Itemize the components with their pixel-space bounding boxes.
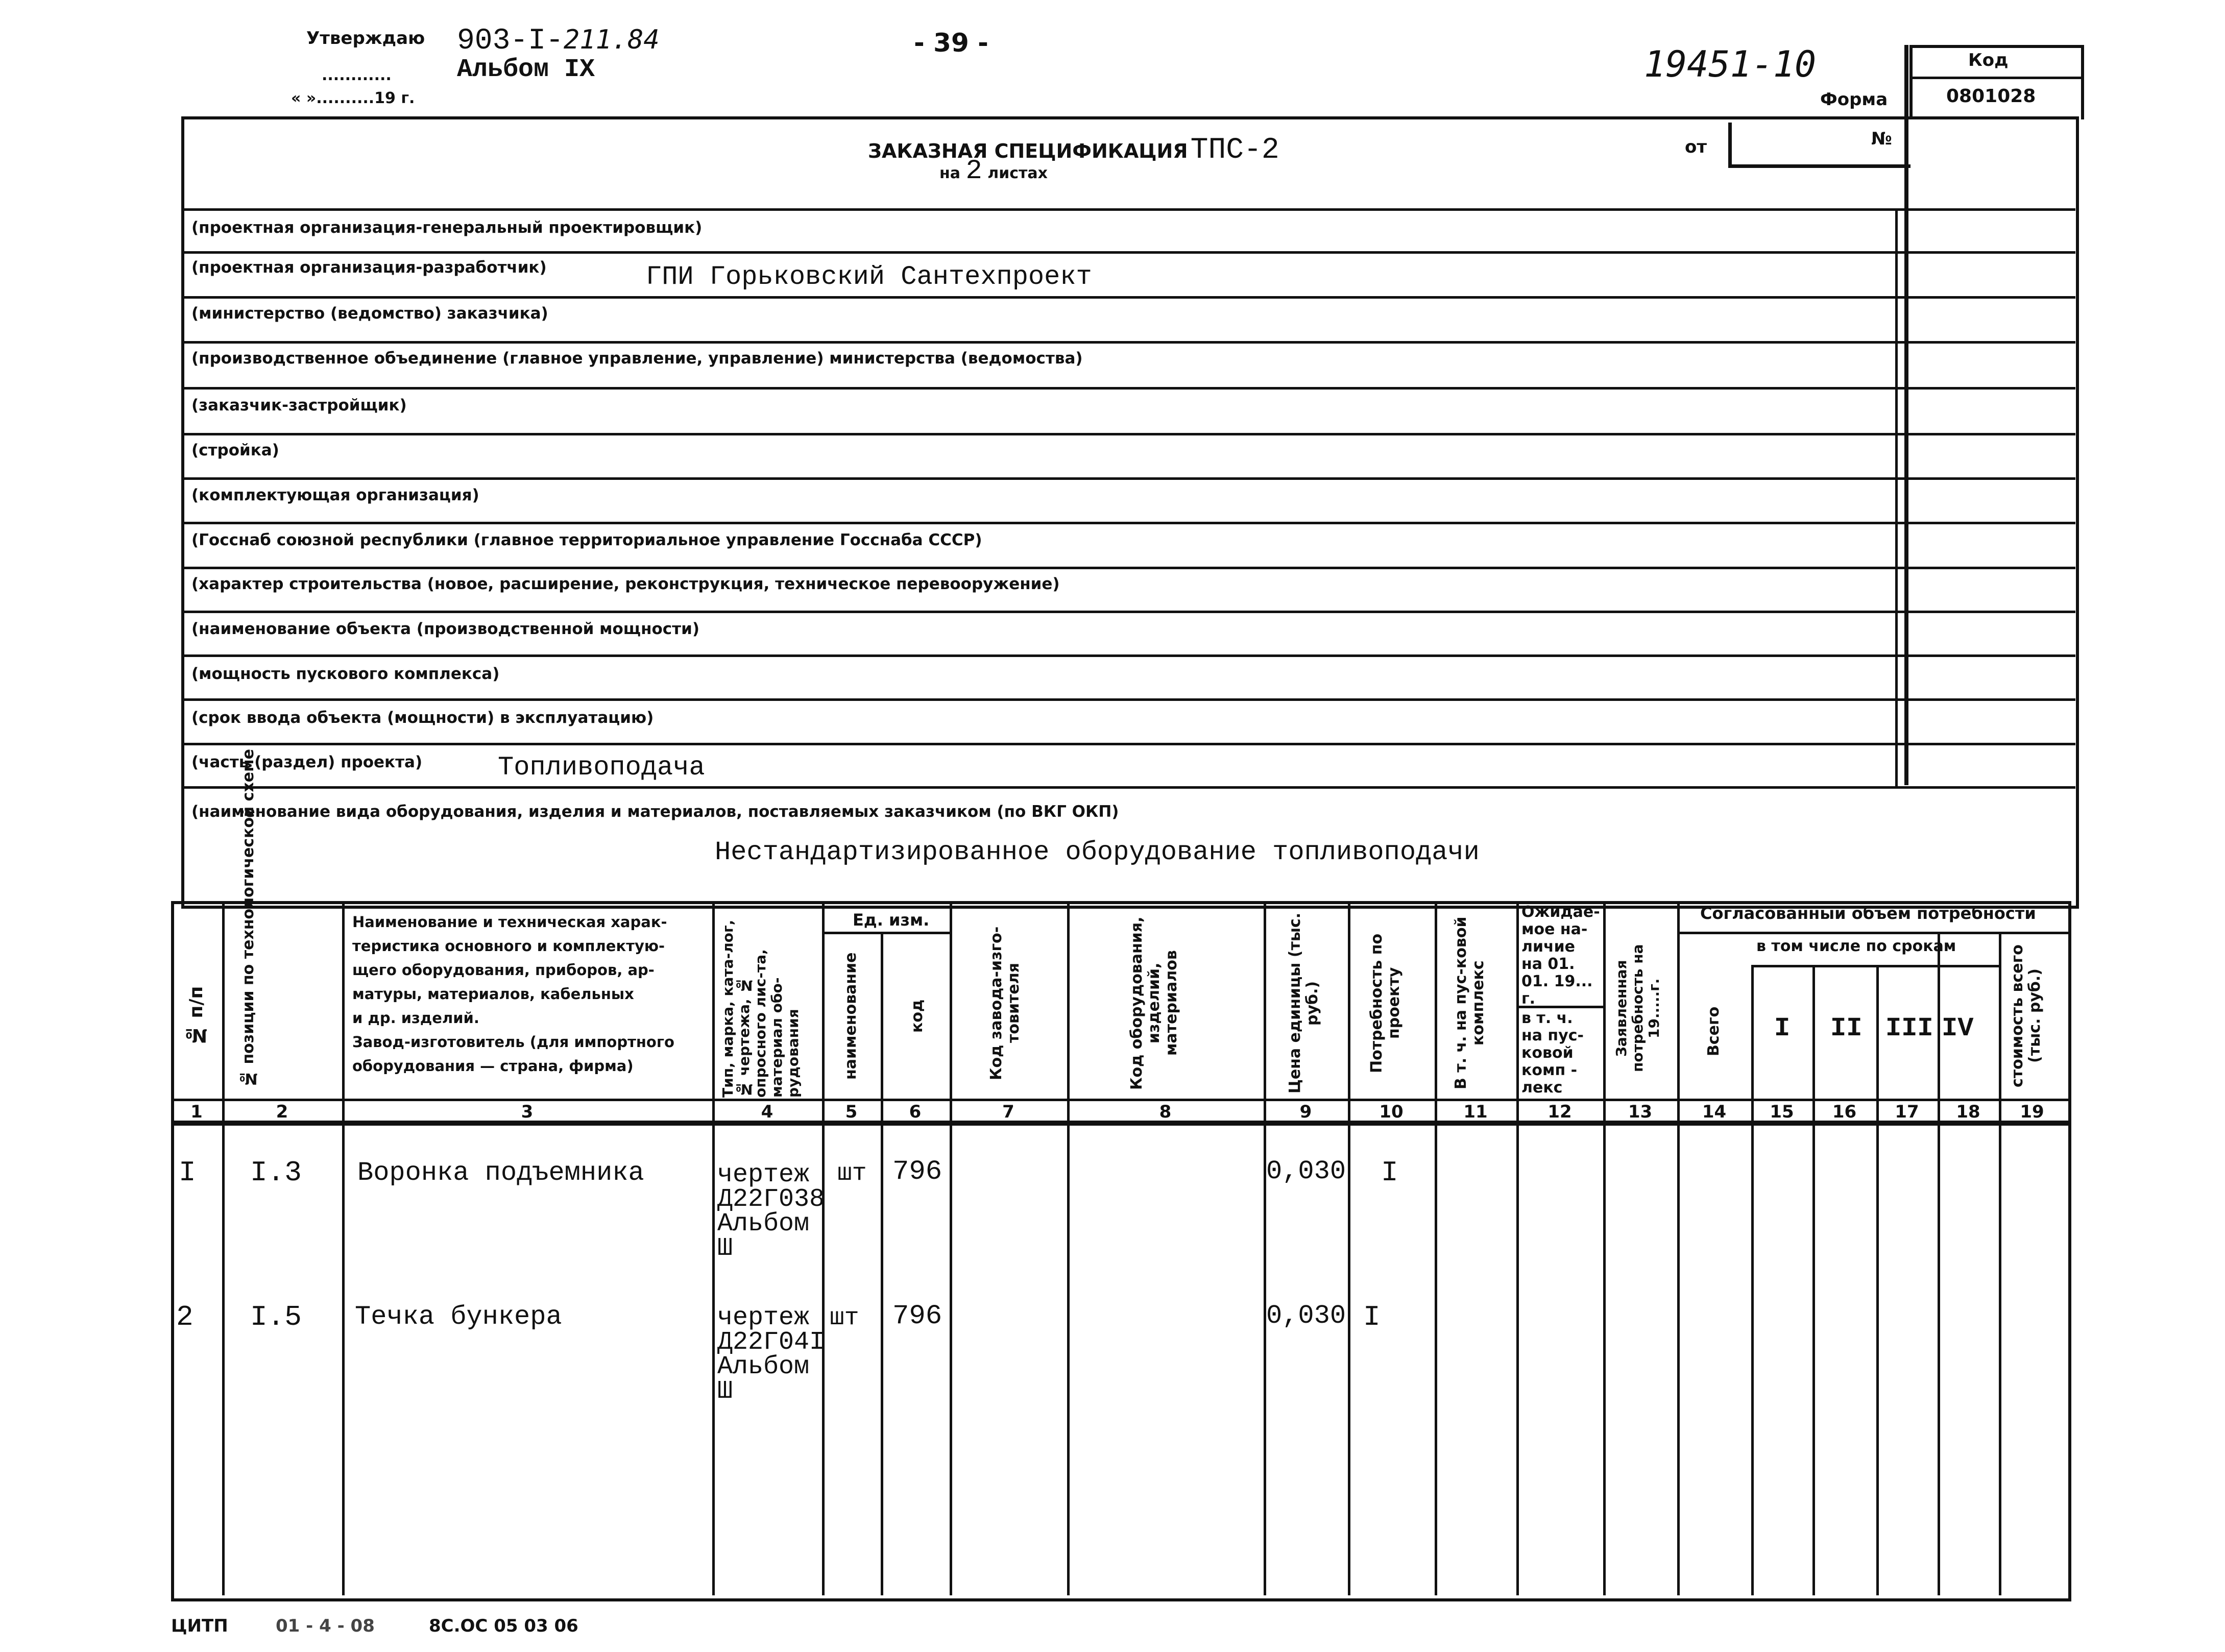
code-label: Код	[1968, 50, 2009, 70]
page-number: - 39 -	[914, 28, 988, 58]
col-header-3-line: Наименование и техническая харак-	[352, 913, 667, 931]
col-header-1: № п/п	[186, 986, 207, 1046]
footer-order: 01 - 4 - 08	[276, 1616, 375, 1636]
org-row-value-part: Топливоподача	[498, 752, 705, 783]
row-need: I	[1363, 1301, 1381, 1333]
equipment-type-value: Нестандартизированное оборудование топливоподачи	[715, 837, 1480, 867]
org-row-label-part: (часть (раздел) проекта)	[191, 753, 423, 771]
row-drawing	[717, 1160, 825, 1263]
row-drawing-line: Альбом	[717, 1352, 810, 1381]
row-unit-code: 796	[892, 1156, 942, 1187]
row-drawing-line: чертеж	[717, 1160, 810, 1189]
row-drawing-line: Ш	[717, 1377, 733, 1406]
row-price: 0,030	[1266, 1301, 1346, 1331]
incl-terms-header: в том числе по срокам	[1756, 937, 1956, 955]
org-row-label-association: (производственное объединение (главное управление, управление) министерства (ведомоства)	[191, 349, 1083, 368]
inventory-number: 19451-10	[1644, 43, 1817, 85]
number-label: №	[1871, 129, 1892, 149]
org-row-value-developer: ГПИ Горьковский Сантехпроект	[646, 262, 1092, 292]
sheets-suffix: листах	[982, 164, 1048, 182]
col-header-9: Цена единицы (тыс. руб.)	[1286, 912, 1321, 1094]
col-header-18: IV	[1942, 1013, 1974, 1043]
album-label: Альбом IX	[457, 55, 595, 84]
col-header-13: Заявленная потребность на 19.....г.	[1613, 944, 1662, 1073]
col-number: 13	[1628, 1102, 1653, 1122]
col-header-2-text: № позиции по технологической схеме	[239, 749, 257, 1087]
footer-code: 8С.ОС 05 03 06	[429, 1616, 578, 1636]
spec-title	[868, 134, 1279, 167]
row-drawing	[717, 1303, 825, 1406]
org-row-label-general: (проектная организация-генеральный проектировщик)	[191, 218, 703, 237]
col-header-5: наименование	[842, 952, 860, 1080]
col-header-3-line: щего оборудования, приборов, ар-	[352, 961, 655, 979]
col-header-3-line: оборудования — страна, фирма)	[352, 1057, 634, 1075]
org-row-label-ministry: (министерство (ведомство) заказчика)	[191, 304, 548, 323]
row-unit: шт	[837, 1160, 867, 1187]
col-header-3	[352, 910, 710, 1078]
equipment-type-label: (наименование вида оборудования, изделия и материалов, поставляемых заказчиком (по ВКГ ОКП)	[191, 803, 1119, 821]
col-number: 17	[1895, 1102, 1919, 1122]
col-header-10: Потребность по проекту	[1368, 933, 1403, 1073]
col-number: 10	[1379, 1102, 1404, 1122]
org-row-label-deadline: (срок ввода объекта (мощности) в эксплуатацию)	[191, 709, 654, 727]
org-row-label-gossnab: (Госснаб союзной республики (главное территориальное управление Госснаба СССР)	[191, 531, 982, 549]
col-number: 8	[1159, 1102, 1172, 1122]
approve-dots: ............	[322, 66, 392, 84]
org-row-label-construction: (стройка)	[191, 441, 279, 459]
col-number: 9	[1299, 1102, 1312, 1122]
col-header-8: Код оборудования, изделий, материалов	[1128, 916, 1180, 1090]
col-number: 16	[1832, 1102, 1857, 1122]
row-drawing-line: Альбом	[717, 1209, 810, 1238]
form-label: Форма	[1820, 89, 1888, 110]
sheets-prefix: на	[939, 164, 966, 182]
footer-org: ЦИТП	[171, 1616, 228, 1636]
sheets-value: 2	[965, 156, 982, 187]
form-code: 0801028	[1946, 86, 2036, 107]
row-number: I	[179, 1156, 196, 1189]
col-number: 7	[1002, 1102, 1014, 1122]
col-header-12-top: Ожидае-мое на-личие на 01. 01. 19... г.	[1521, 903, 1600, 1008]
col-header-15: I	[1774, 1013, 1791, 1043]
col-number: 4	[761, 1102, 773, 1122]
col-header-3-line: Завод-изготовитель (для импортного	[352, 1033, 674, 1051]
row-position: I.5	[250, 1301, 302, 1333]
col-header-3-line: матуры, материалов, кабельных	[352, 985, 634, 1003]
row-need: I	[1381, 1156, 1398, 1189]
col-number: 18	[1956, 1102, 1980, 1122]
col-header-16: II	[1830, 1013, 1863, 1043]
row-name: Воронка подъемника	[357, 1158, 644, 1188]
col-header-4: Тип, марка, ката-лог, № чертежа, № опросного лис-та, материал обо-рудования	[719, 919, 802, 1098]
doc-number	[457, 25, 660, 58]
from-label: от	[1685, 137, 1707, 157]
row-number: 2	[176, 1301, 194, 1333]
agreed-group-header: Согласованный объём потребности	[1700, 904, 2036, 923]
col-number: 1	[190, 1102, 203, 1122]
row-drawing-line: чертеж	[717, 1303, 810, 1332]
col-number: 2	[276, 1102, 288, 1122]
spec-title-name: ТПС-2	[1190, 134, 1279, 167]
col-header-3-line: теристика основного и комплектую-	[352, 937, 665, 955]
col-header-14: Всего	[1705, 1006, 1723, 1056]
row-drawing-line: Д22Г038	[717, 1185, 825, 1214]
col-number: 11	[1463, 1102, 1488, 1122]
col-number: 15	[1770, 1102, 1794, 1122]
org-row-label-object: (наименование объекта (производственной мощности)	[191, 620, 700, 638]
row-price: 0,030	[1266, 1156, 1346, 1186]
doc-number-prefix: 903-I-	[457, 25, 564, 58]
org-row-label-customer: (заказчик-застройщик)	[191, 396, 407, 415]
row-position: I.3	[250, 1156, 302, 1189]
col-number: 6	[909, 1102, 922, 1122]
row-unit-code: 796	[892, 1301, 942, 1332]
col-number: 19	[2020, 1102, 2044, 1122]
approve-label: Утверждаю	[306, 28, 425, 48]
row-unit: шт	[830, 1304, 859, 1332]
org-row-label-developer: (проектная организация-разработчик)	[191, 258, 547, 277]
sheets-line	[939, 156, 1048, 187]
col-header-12-bottom: в т. ч. на пус-ковой комп - лекс	[1521, 1009, 1584, 1097]
col-header-7: Код завода-изго-товителя	[987, 926, 1023, 1080]
col-number: 3	[521, 1102, 534, 1122]
unit-group-header: Ед. изм.	[853, 910, 930, 930]
col-header-11: В т. ч. на пус-ковой комплекс	[1452, 916, 1487, 1090]
col-number: 12	[1547, 1102, 1572, 1122]
row-name: Течка бункера	[355, 1302, 562, 1332]
spec-title-label: ЗАКАЗНАЯ СПЕЦИФИКАЦИЯ	[868, 140, 1188, 162]
col-header-19: стоимость всего (тыс. руб.)	[2009, 944, 2044, 1087]
col-number: 14	[1702, 1102, 1727, 1122]
col-number: 5	[845, 1102, 858, 1122]
doc-number-handwritten: 211.84	[563, 25, 660, 55]
row-drawing-line: Д22Г04I	[717, 1328, 825, 1357]
org-row-label-capacity: (мощность пускового комплекса)	[191, 665, 500, 683]
col-header-17: III	[1885, 1013, 1933, 1043]
col-header-3-line: и др. изделий.	[352, 1009, 479, 1027]
org-row-label-character: (характер строительства (новое, расширение, реконструкция, техническое перевооружение)	[191, 575, 1060, 593]
row-drawing-line: Ш	[717, 1234, 733, 1263]
org-row-label-supplier: (комплектующая организация)	[191, 486, 479, 504]
approve-date-line: « »..........19 г.	[291, 89, 415, 107]
col-header-6: код	[908, 999, 926, 1033]
col-header-2	[239, 749, 257, 1087]
